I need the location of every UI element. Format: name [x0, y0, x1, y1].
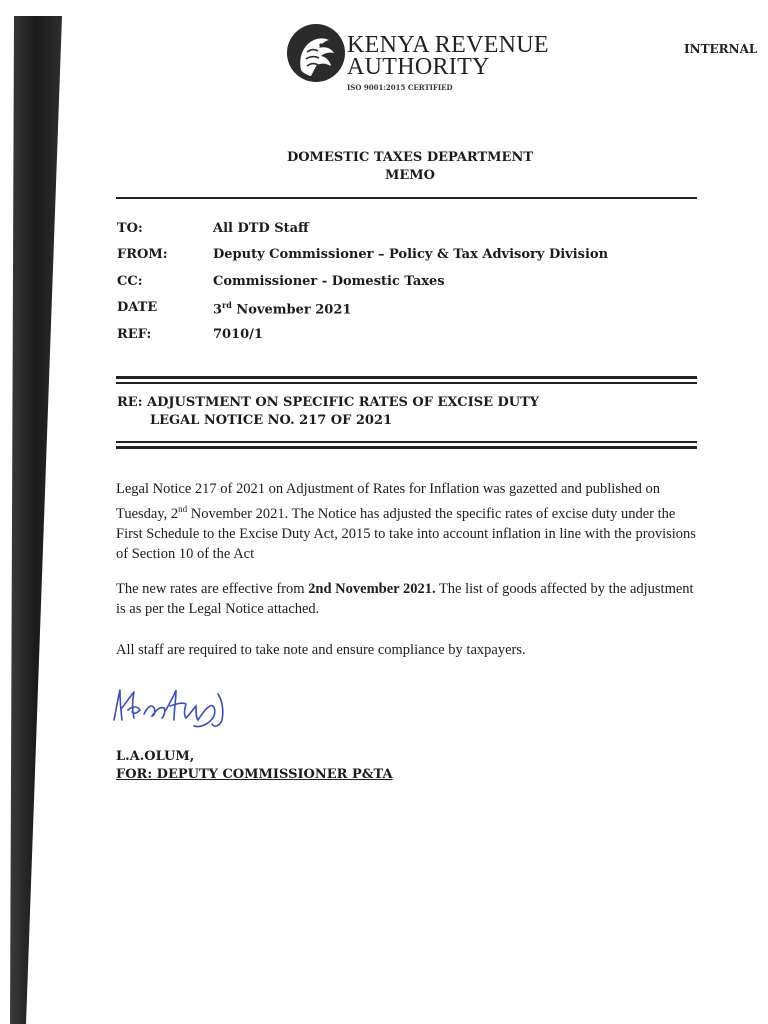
- memo-date-label: DATE: [117, 300, 158, 315]
- body-paragraph-1: [116, 479, 697, 564]
- body-paragraph-2: [116, 579, 697, 619]
- memo-to-value: All DTD Staff: [213, 221, 309, 236]
- effective-date: 2nd November 2021.: [308, 581, 436, 597]
- memo-date-ordinal: rd: [222, 300, 232, 310]
- body-paragraph-1-start: Legal Notice 217 of 2021 on Adjustment of Rates for Inflation was gazetted and published on Tuesday, 2: [116, 481, 661, 522]
- memo-from-value: Deputy Commissioner – Policy & Tax Advisory Division: [213, 247, 609, 262]
- memo-cc-value: Commissioner - Domestic Taxes: [213, 274, 445, 289]
- memo-to-label: TO:: [117, 221, 143, 236]
- memo-ref-value: 7010/1: [213, 327, 263, 342]
- body-paragraph-2-rest: The list of goods affected by the adjustment is as per the Legal Notice attached.: [116, 581, 694, 617]
- subject-bottom-divider: [116, 446, 697, 449]
- memo-date-value: [213, 300, 351, 317]
- subject-line1: RE: ADJUSTMENT ON SPECIFIC RATES OF EXCISE DUTY: [117, 395, 540, 410]
- classification-label: INTERNAL: [684, 42, 758, 56]
- body-paragraph-2-start: The new rates are effective from: [116, 581, 309, 597]
- iso-certification: ISO 9001:2015 CERTIFIED: [347, 83, 453, 92]
- memo-cc-label: CC:: [117, 274, 143, 289]
- signer-title: FOR: DEPUTY COMMISSIONER P&TA: [116, 767, 393, 782]
- subject-bottom-divider-inner: [116, 441, 697, 443]
- signer-name: L.A.OLUM,: [116, 749, 195, 764]
- logo-text-line2: AUTHORITY: [347, 54, 490, 80]
- logo-text-line1: KENYA REVENUE: [347, 32, 549, 58]
- memo-from-label: FROM:: [117, 247, 168, 262]
- subject-top-divider-inner: [116, 382, 697, 384]
- subject-line2: LEGAL NOTICE NO. 217 OF 2021: [150, 413, 393, 428]
- memo-ref-label: REF:: [117, 327, 152, 342]
- body-paragraph-3: All staff are required to take note and ensure compliance by taxpayers.: [116, 642, 526, 658]
- memo-date-rest: November 2021: [231, 302, 352, 318]
- subject-top-divider: [116, 376, 697, 379]
- body-paragraph-1-ordinal: nd: [178, 504, 188, 514]
- lion-head-icon: [285, 22, 347, 84]
- signature-mark: [110, 680, 250, 732]
- kra-logo: [285, 22, 555, 94]
- memo-title: MEMO: [384, 168, 435, 183]
- body-paragraph-1-rest: November 2021. The Notice has adjusted the specific rates of excise duty under the First Schedule to the Excise Duty Act, 2015 to take into account inflation in line with the provisions of Section 10 of the Act: [116, 505, 696, 562]
- department-title: DOMESTIC TAXES DEPARTMENT: [286, 150, 534, 165]
- header-divider: [116, 197, 697, 199]
- memo-date-day: 3: [213, 302, 223, 318]
